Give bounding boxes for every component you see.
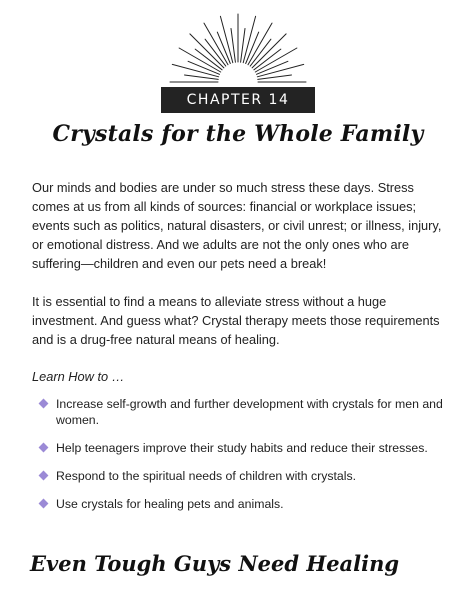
chapter-label: CHAPTER 14 xyxy=(186,92,290,108)
learning-objectives-list xyxy=(38,396,450,524)
list-item xyxy=(38,468,450,484)
diamond-bullet-icon xyxy=(39,499,49,509)
diamond-bullet-icon xyxy=(39,471,49,481)
sunburst-icon xyxy=(168,8,308,84)
intro-paragraph-1: Our minds and bodies are under so much stress these days. Stress comes at us from all kinds of sources: financial or workplace issues; events such as politics, natural disasters, or civil unrest; or illness, injury, or emotional distress. And we adults are not the only ones who are suffering—children and even our pets need a break! xyxy=(32,180,442,271)
list-item-text: Use crystals for healing pets and animals. xyxy=(56,497,284,511)
list-item-text: Respond to the spiritual needs of children with crystals. xyxy=(56,469,357,483)
sunburst-ray xyxy=(252,34,286,68)
learn-how-to-label: Learn How to … xyxy=(32,369,125,384)
list-item-text: Increase self-growth and further development with crystals for men and women. xyxy=(56,397,443,427)
chapter-label-bar xyxy=(161,87,315,113)
list-item xyxy=(38,440,450,456)
diamond-bullet-icon xyxy=(39,399,49,409)
diamond-bullet-icon xyxy=(39,443,49,453)
intro-paragraph-2: It is essential to find a means to alleviate stress without a huge investment. And guess what? Crystal therapy meets those requirements and is a drug-free natural means of healing. xyxy=(32,294,440,347)
sunburst-ray xyxy=(190,34,224,68)
chapter-title: Crystals for the Whole Family xyxy=(52,121,424,147)
list-item-text: Help teenagers improve their study habits and reduce their stresses. xyxy=(56,441,428,455)
list-item xyxy=(38,396,450,428)
section-heading: Even Tough Guys Need Healing xyxy=(30,551,400,576)
list-item xyxy=(38,496,450,512)
